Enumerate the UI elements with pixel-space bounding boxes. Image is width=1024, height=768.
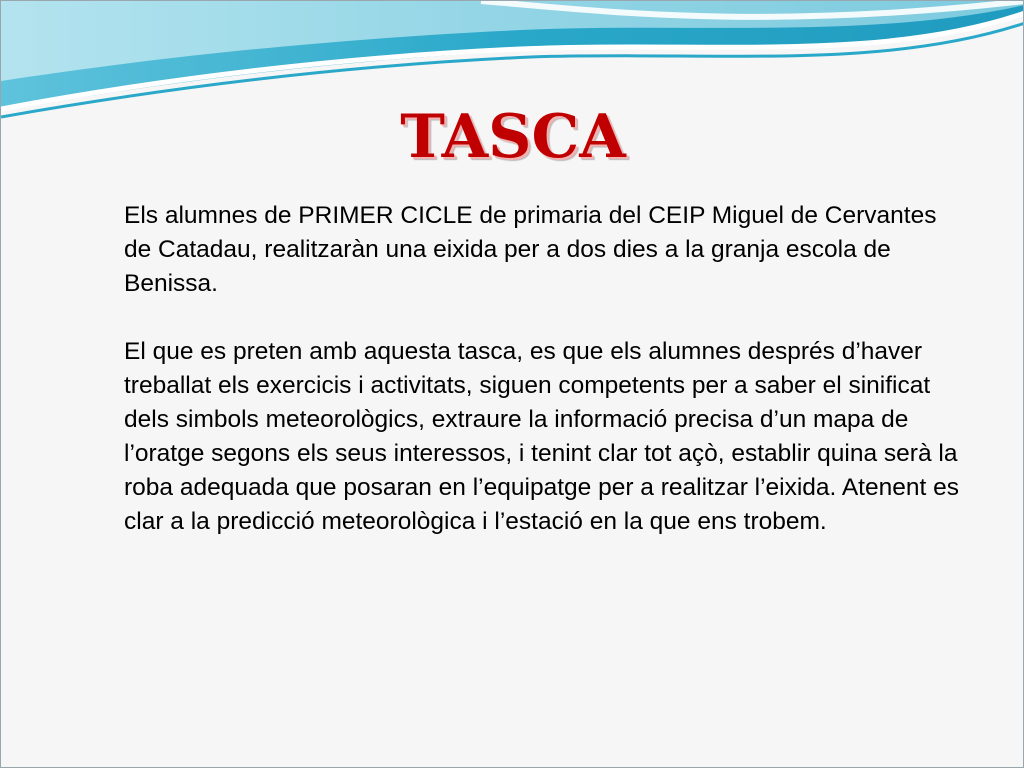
- slide-body: [124, 199, 964, 539]
- slide-title: TASCA: [400, 102, 626, 172]
- paragraph-intro: Els alumnes de PRIMER CICLE de primaria del CEIP Miguel de Cervantes de Catadau, realitzaràn una eixida per a dos dies a la granja escola de Benissa.: [124, 202, 937, 297]
- paragraph-objective: El que es preten amb aquesta tasca, es que els alumnes després d’haver treballat els exercicis i activitats, siguen competents per a saber el sinificat dels simbols meteorològics, extraure la informació precisa d’un mapa de l’oratge segons els seus interessos, i tenint clar tot açò, establir quina serà la roba adequada que posaran en l’equipatge per a realitzar l’eixida. Atenent es clar a la predicció meteorològica i l’estació en la que ens trobem.: [124, 338, 959, 535]
